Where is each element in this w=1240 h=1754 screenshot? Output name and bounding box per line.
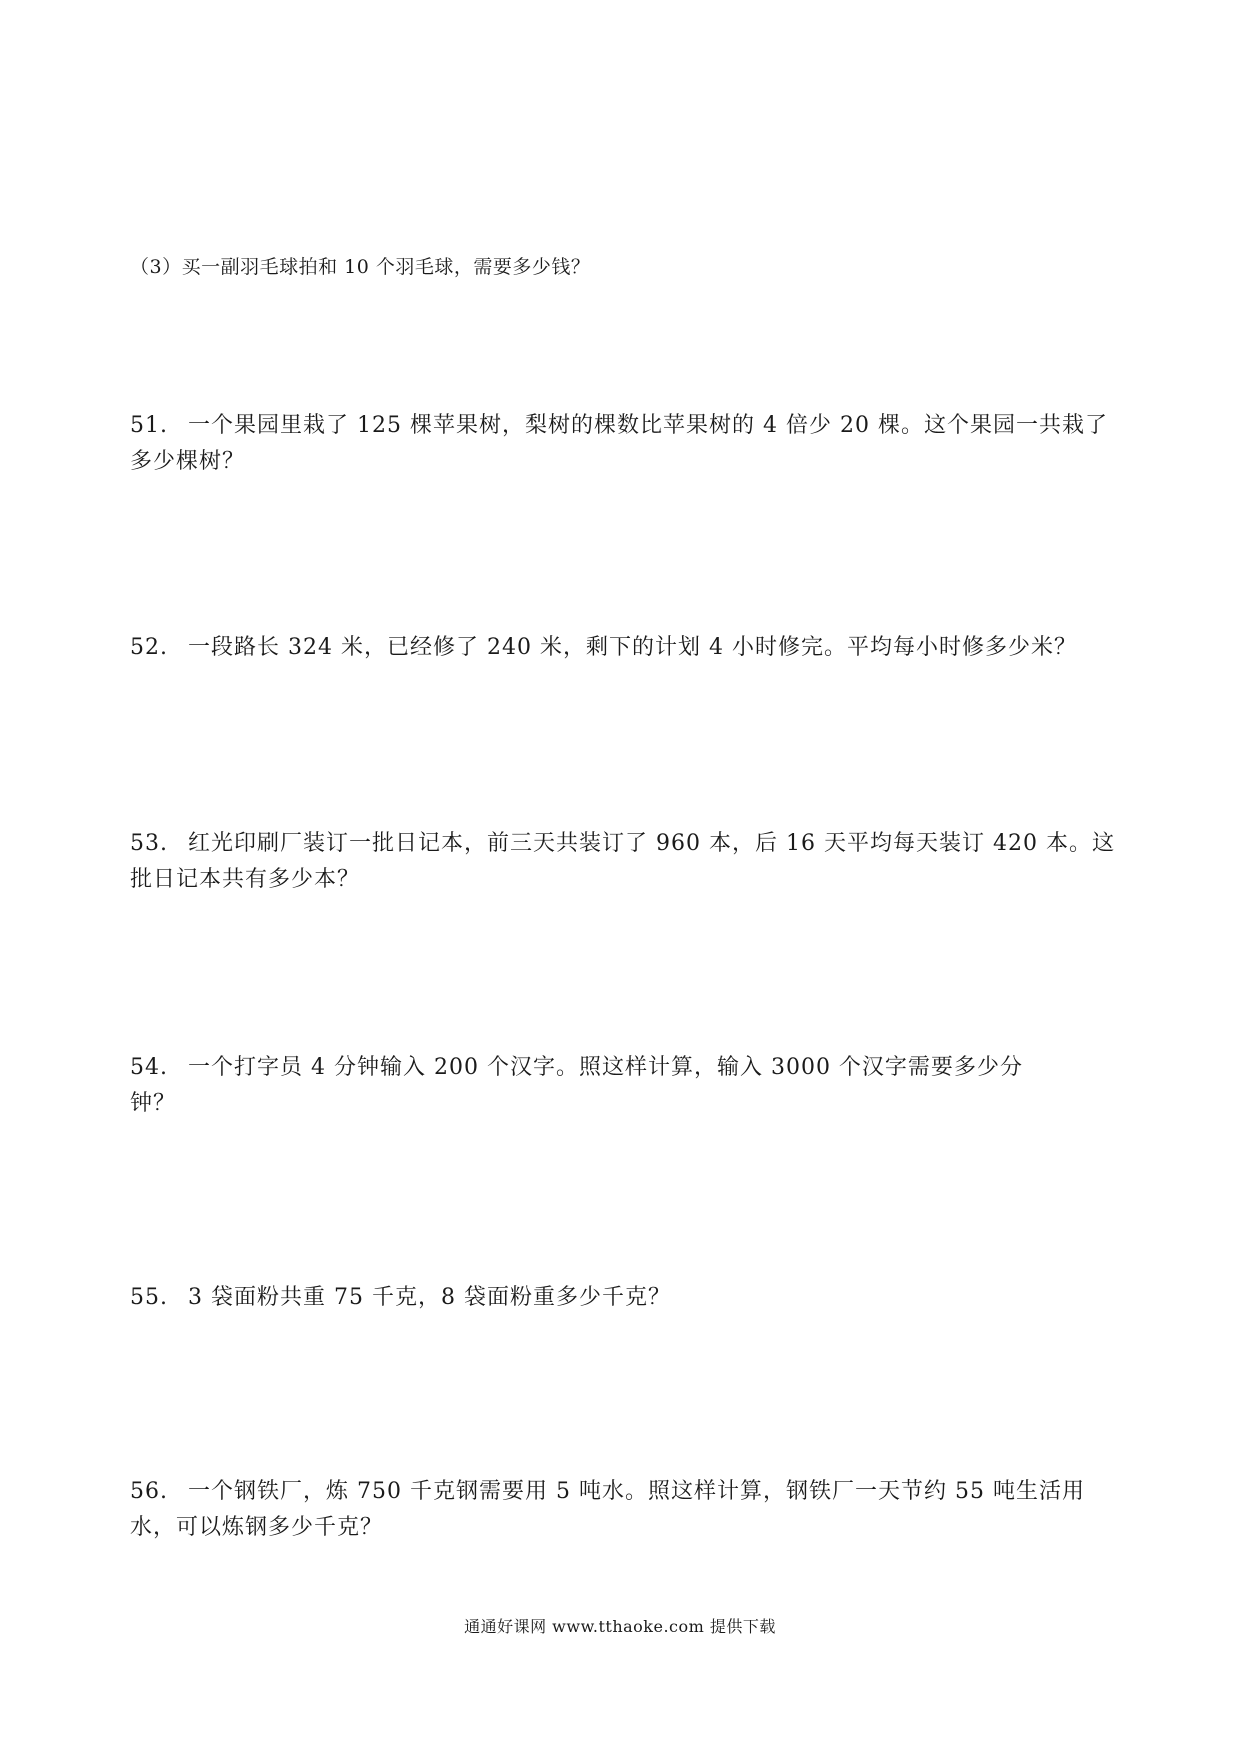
problem-number: 55. xyxy=(130,1285,168,1310)
problem-text: 红光印刷厂装订一批日记本，前三天共装订了 960 本，后 16 天平均每天装订 420 本。这批日记本共有多少本？ xyxy=(130,831,1115,892)
problem-text: 一段路长 324 米，已经修了 240 米，剩下的计划 4 小时修完。平均每小时修多少米？ xyxy=(188,635,1077,660)
problem-53 xyxy=(130,826,1130,898)
problem-number: 52. xyxy=(130,635,168,660)
problem-number: 51. xyxy=(130,413,168,438)
problem-51 xyxy=(130,408,1130,480)
problem-56 xyxy=(130,1474,1130,1546)
page-footer: 通通好课网 www.tthaoke.com 提供下载 xyxy=(464,1617,776,1636)
problem-number: 53. xyxy=(130,831,168,856)
problem-52 xyxy=(130,630,1130,666)
problem-text: 一个果园里栽了 125 棵苹果树，梨树的棵数比苹果树的 4 倍少 20 棵。这个果园一共栽了多少棵树？ xyxy=(130,413,1108,474)
problem-number: 56. xyxy=(130,1479,168,1504)
problem-55 xyxy=(130,1280,1130,1316)
problem-text: 3 袋面粉共重 75 千克，8 袋面粉重多少千克？ xyxy=(188,1285,671,1310)
problem-54 xyxy=(130,1050,1030,1122)
sub-question-3: （3）买一副羽毛球拍和 10 个羽毛球，需要多少钱？ xyxy=(130,256,591,278)
problem-text: 一个打字员 4 分钟输入 200 个汉字。照这样计算，输入 3000 个汉字需要多少分钟？ xyxy=(130,1055,1023,1116)
problem-number: 54. xyxy=(130,1055,168,1080)
problem-text: 一个钢铁厂，炼 750 千克钢需要用 5 吨水。照这样计算，钢铁厂一天节约 55 吨生活用水，可以炼钢多少千克？ xyxy=(130,1479,1085,1540)
